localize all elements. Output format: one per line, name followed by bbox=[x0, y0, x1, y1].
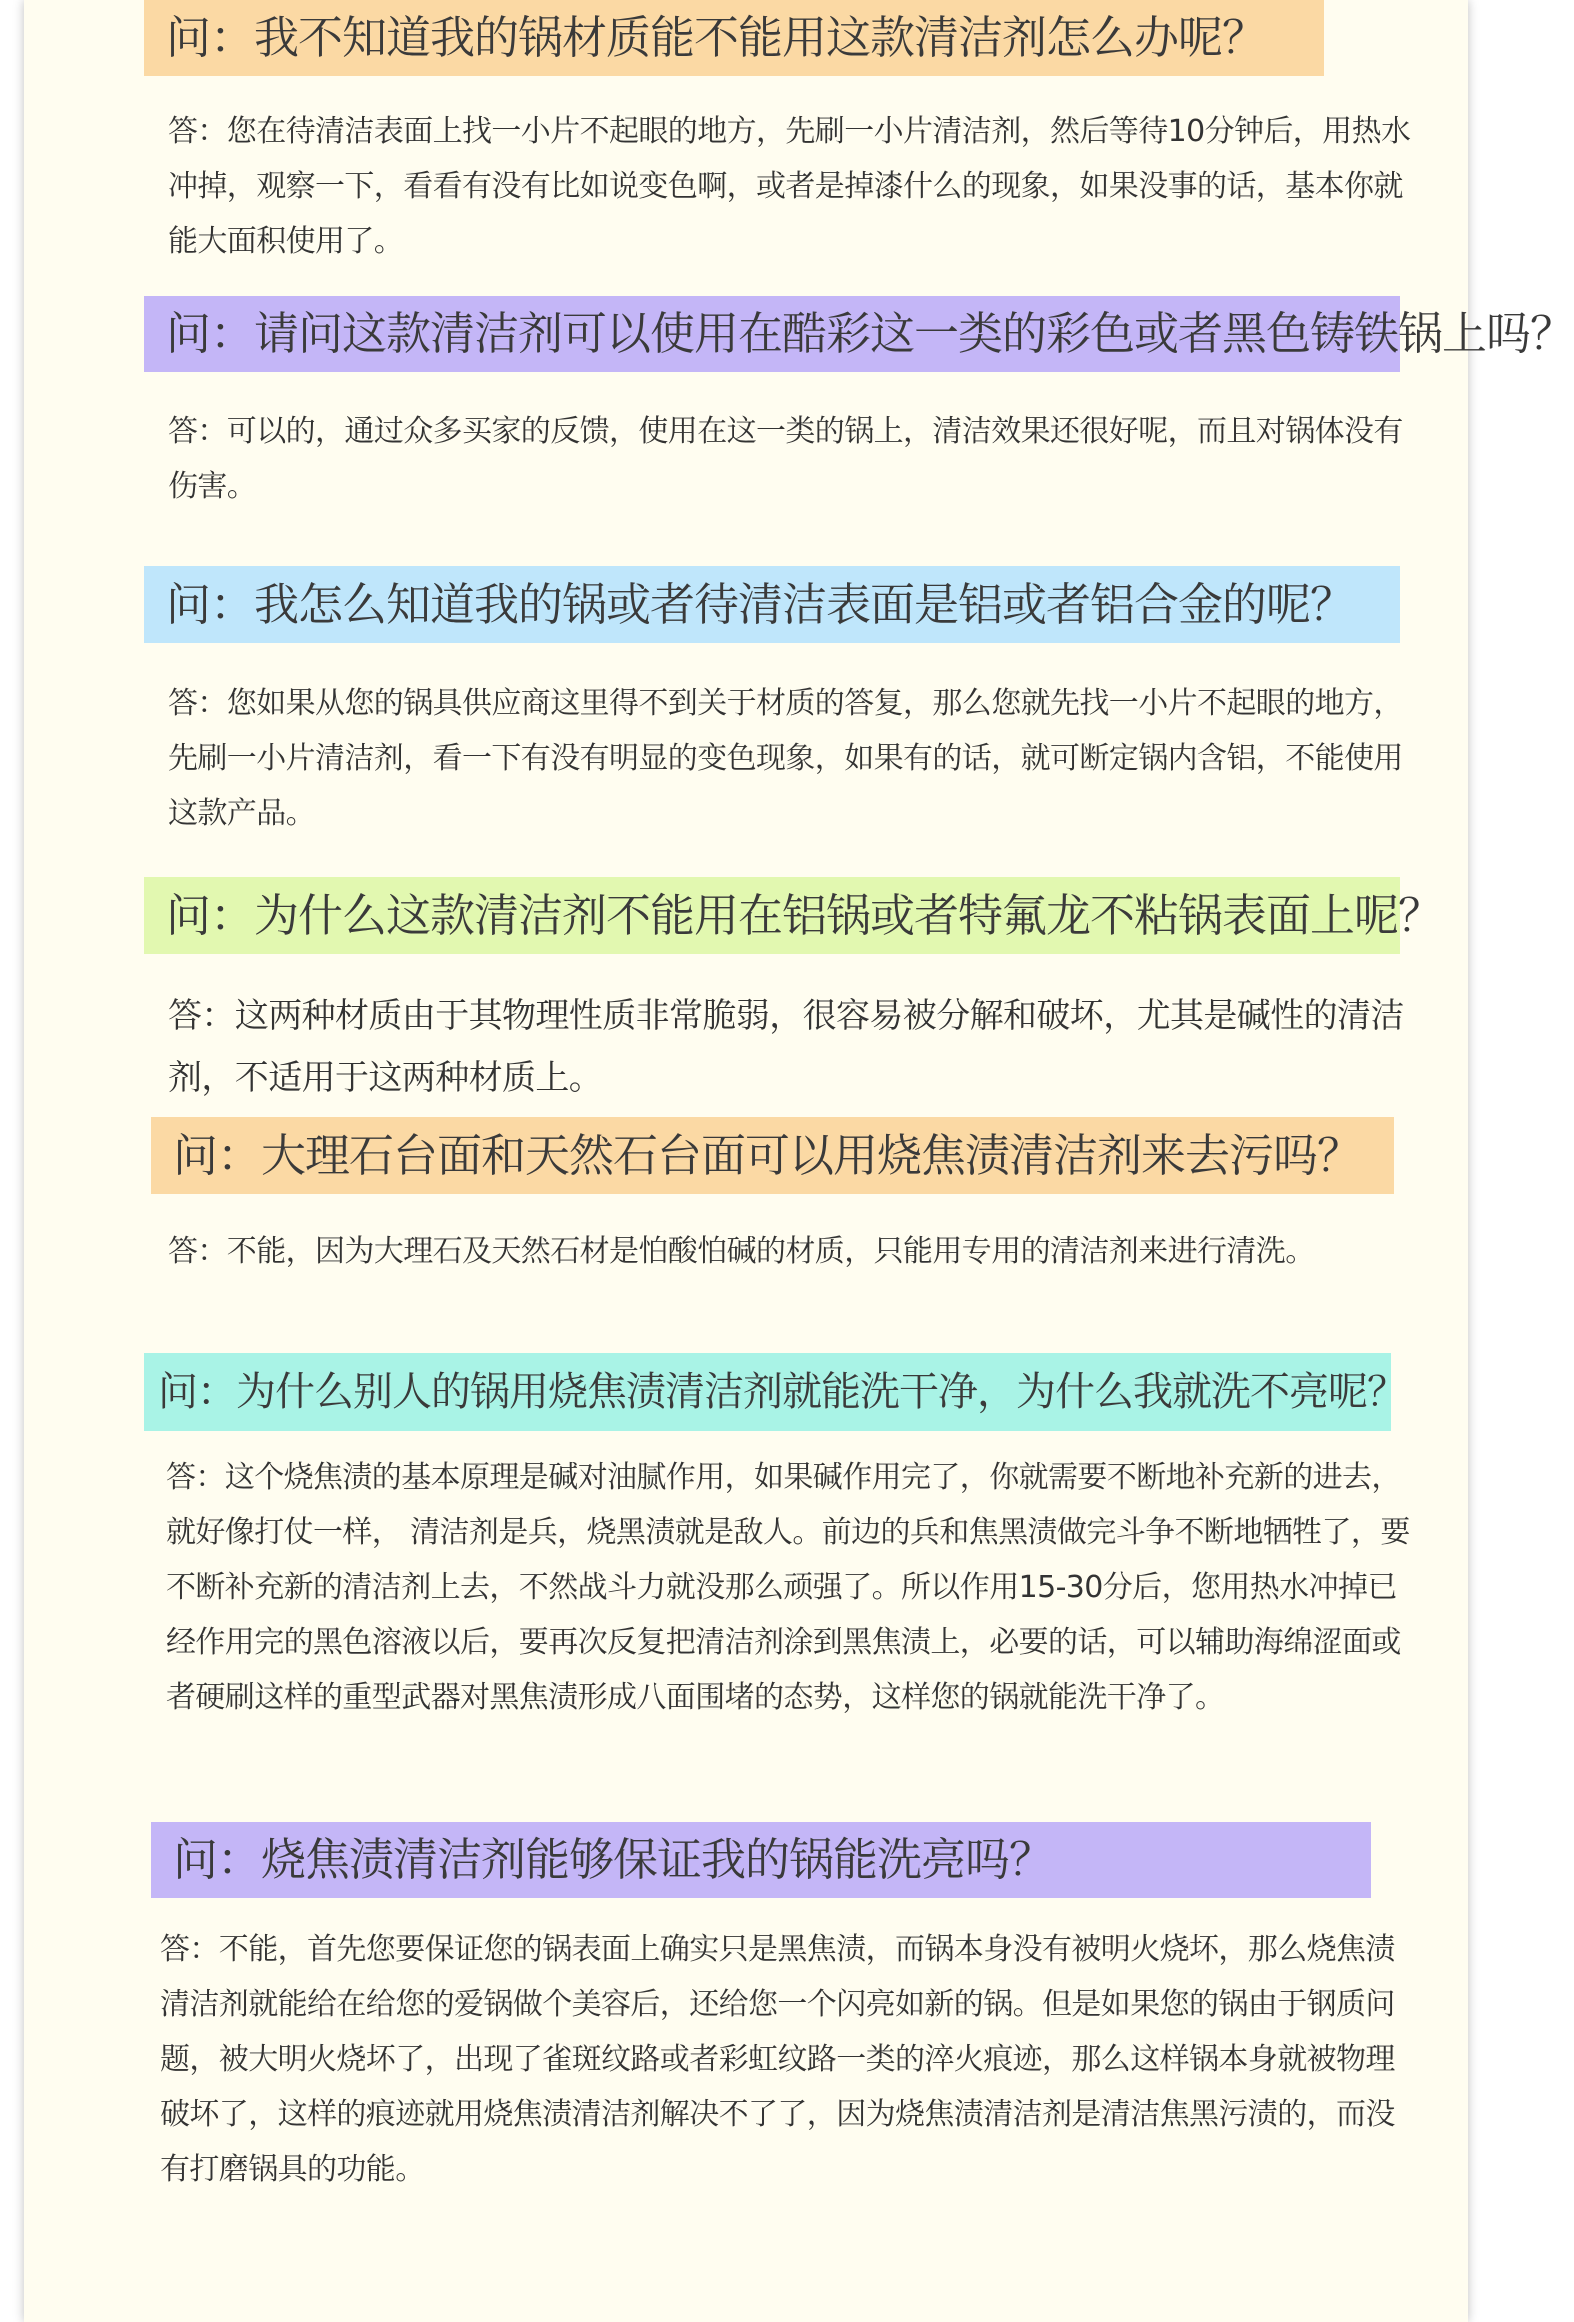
faq-question-5: 问：大理石台面和天然石台面可以用烧焦渍清洁剂来去污吗？ bbox=[151, 1117, 1394, 1194]
faq-answer-5: 答：不能，因为大理石及天然石材是怕酸怕碱的材质，只能用专用的清洁剂来进行清洗。 bbox=[168, 1234, 1315, 1269]
faq-question-3: 问：我怎么知道我的锅或者待清洁表面是铝或者铝合金的呢？ bbox=[144, 566, 1400, 643]
faq-question-7: 问：烧焦渍清洁剂能够保证我的锅能洗亮吗？ bbox=[151, 1822, 1371, 1898]
faq-answer-3: 答：您如果从您的锅具供应商这里得不到关于材质的答复，那么您就先找一小片不起眼的地方，先刷一小片清洁剂，看一下有没有明显的变色现象，如果有的话，就可断定锅内含铝，不能使用这款产品。 bbox=[168, 686, 1403, 831]
faq-question-4: 问：为什么这款清洁剂不能用在铝锅或者特氟龙不粘锅表面上呢？ bbox=[144, 877, 1400, 954]
faq-answer-7: 答：不能，首先您要保证您的锅表面上确实只是黑焦渍，而锅本身没有被明火烧坏，那么烧焦渍清洁剂就能给在给您的爱锅做个美容后，还给您一个闪亮如新的锅。但是如果您的锅由于钢质问题，被大明火烧坏了，出现了雀斑纹路或者彩虹纹路一类的淬火痕迹，那么这样锅本身就被物理破坏了，这样的痕迹就用烧焦渍清洁剂解决不了了，因为烧焦渍清洁剂是清洁焦黑污渍的，而没有打磨锅具的功能。 bbox=[160, 1932, 1395, 2187]
faq-answer-1: 答：您在待清洁表面上找一小片不起眼的地方，先刷一小片清洁剂，然后等待10分钟后，用热水冲掉，观察一下，看看有没有比如说变色啊，或者是掉漆什么的现象，如果没事的话，基本你就能大面积使用了。 bbox=[168, 114, 1411, 259]
faq-question-2: 问：请问这款清洁剂可以使用在酷彩这一类的彩色或者黑色铸铁锅上吗？ bbox=[144, 296, 1400, 372]
faq-answer-4: 答：这两种材质由于其物理性质非常脆弱，很容易被分解和破坏，尤其是碱性的清洁剂，不适用于这两种材质上。 bbox=[168, 996, 1404, 1098]
faq-page bbox=[24, 0, 1574, 2322]
faq-question-6: 问：为什么别人的锅用烧焦渍清洁剂就能洗干净，为什么我就洗不亮呢？ bbox=[144, 1353, 1391, 1431]
faq-question-1: 问：我不知道我的锅材质能不能用这款清洁剂怎么办呢？ bbox=[144, 0, 1324, 76]
faq-answer-2: 答：可以的，通过众多买家的反馈，使用在这一类的锅上，清洁效果还很好呢，而且对锅体没有伤害。 bbox=[168, 414, 1403, 504]
faq-answer-6: 答：这个烧焦渍的基本原理是碱对油腻作用，如果碱作用完了，你就需要不断地补充新的进去，就好像打仗一样， 清洁剂是兵，烧黑渍就是敌人。前边的兵和焦黑渍做完斗争不断地牺牲了，要不断补充新的清洁剂上去，不然战斗力就没那么顽强了。所以作用15-30分后，您用热水冲掉已经作用完的黑色溶液以后，要再次反复把清洁剂涂到黑焦渍上，必要的话，可以辅助海绵涩面或者硬刷这样的重型武器对黑焦渍形成八面围堵的态势，这样您的锅就能洗干净了。 bbox=[166, 1460, 1410, 1715]
